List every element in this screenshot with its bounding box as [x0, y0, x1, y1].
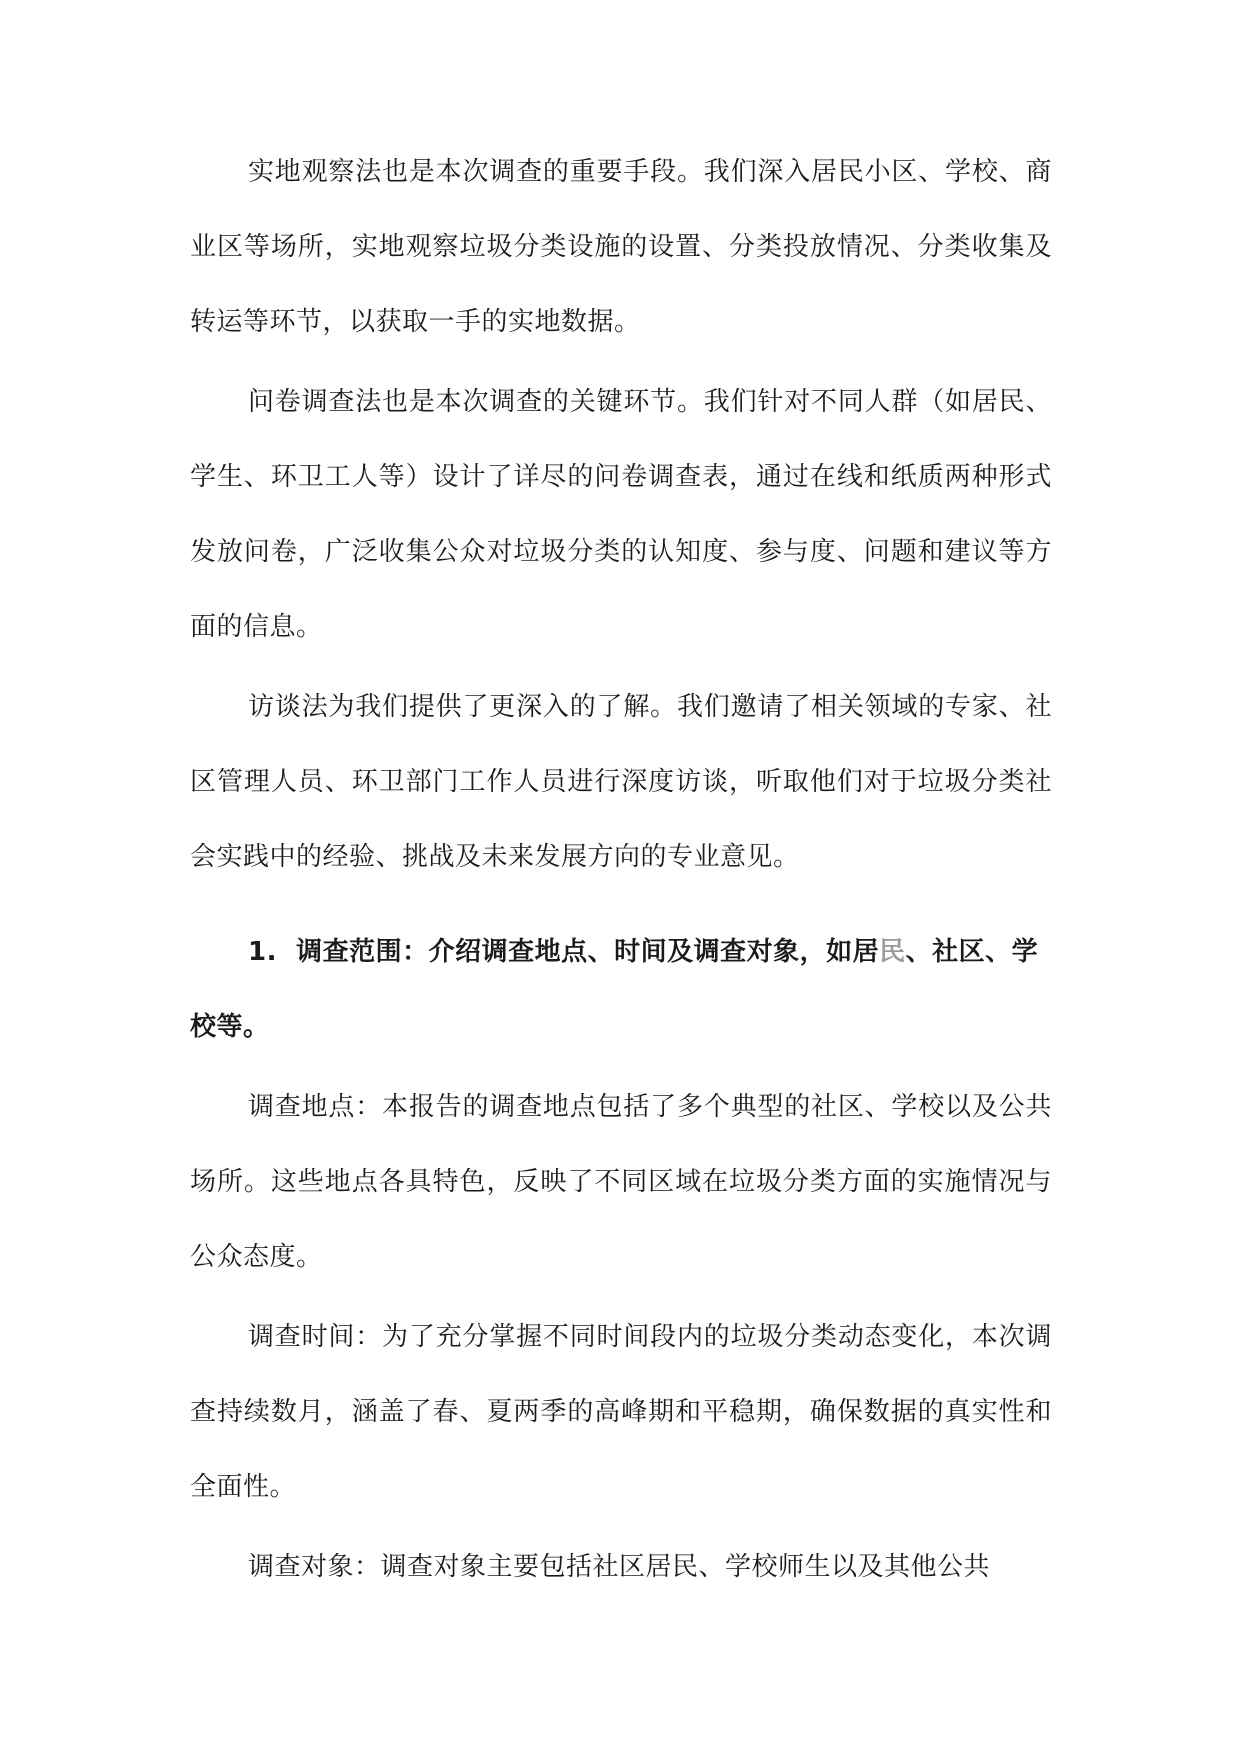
- paragraph-questionnaire-method: 问卷调查法也是本次调查的关键环节。我们针对不同人群（如居民、学生、环卫工人等）设计了详尽的问卷调查表，通过在线和纸质两种形式发放问卷，广泛收集公众对垃圾分类的认知度、参与度、问题和建议等方面的信息。: [190, 387, 1052, 642]
- paragraph-survey-time: 调查时间：为了充分掌握不同时间段内的垃圾分类动态变化，本次调查持续数月，涵盖了春、夏两季的高峰期和平稳期，确保数据的真实性和全面性。: [190, 1322, 1052, 1502]
- section-heading-survey-scope: [190, 915, 1052, 1065]
- paragraph-observation-method: 实地观察法也是本次调查的重要手段。我们深入居民小区、学校、商业区等场所，实地观察垃圾分类设施的设置、分类投放情况、分类收集及转运等环节，以获取一手的实地数据。: [190, 157, 1052, 337]
- document-page: [190, 135, 1052, 1610]
- heading-number: 1.: [248, 937, 277, 967]
- heading-text-after: 、社区、学校等。: [190, 937, 1039, 1042]
- paragraph-survey-subjects: 调查对象：调查对象主要包括社区居民、学校师生以及其他公共: [248, 1552, 991, 1582]
- paragraph-survey-location: 调查地点：本报告的调查地点包括了多个典型的社区、学校以及公共场所。这些地点各具特色，反映了不同区域在垃圾分类方面的实施情况与公众态度。: [190, 1092, 1052, 1272]
- paragraph-interview-method: 访谈法为我们提供了更深入的了解。我们邀请了相关领域的专家、社区管理人员、环卫部门工作人员进行深度访谈，听取他们对于垃圾分类社会实践中的经验、挑战及未来发展方向的专业意见。: [190, 692, 1052, 872]
- heading-text-faint: 民: [879, 937, 906, 967]
- heading-text-before: 调查范围：介绍调查地点、时间及调查对象，如居: [296, 937, 880, 967]
